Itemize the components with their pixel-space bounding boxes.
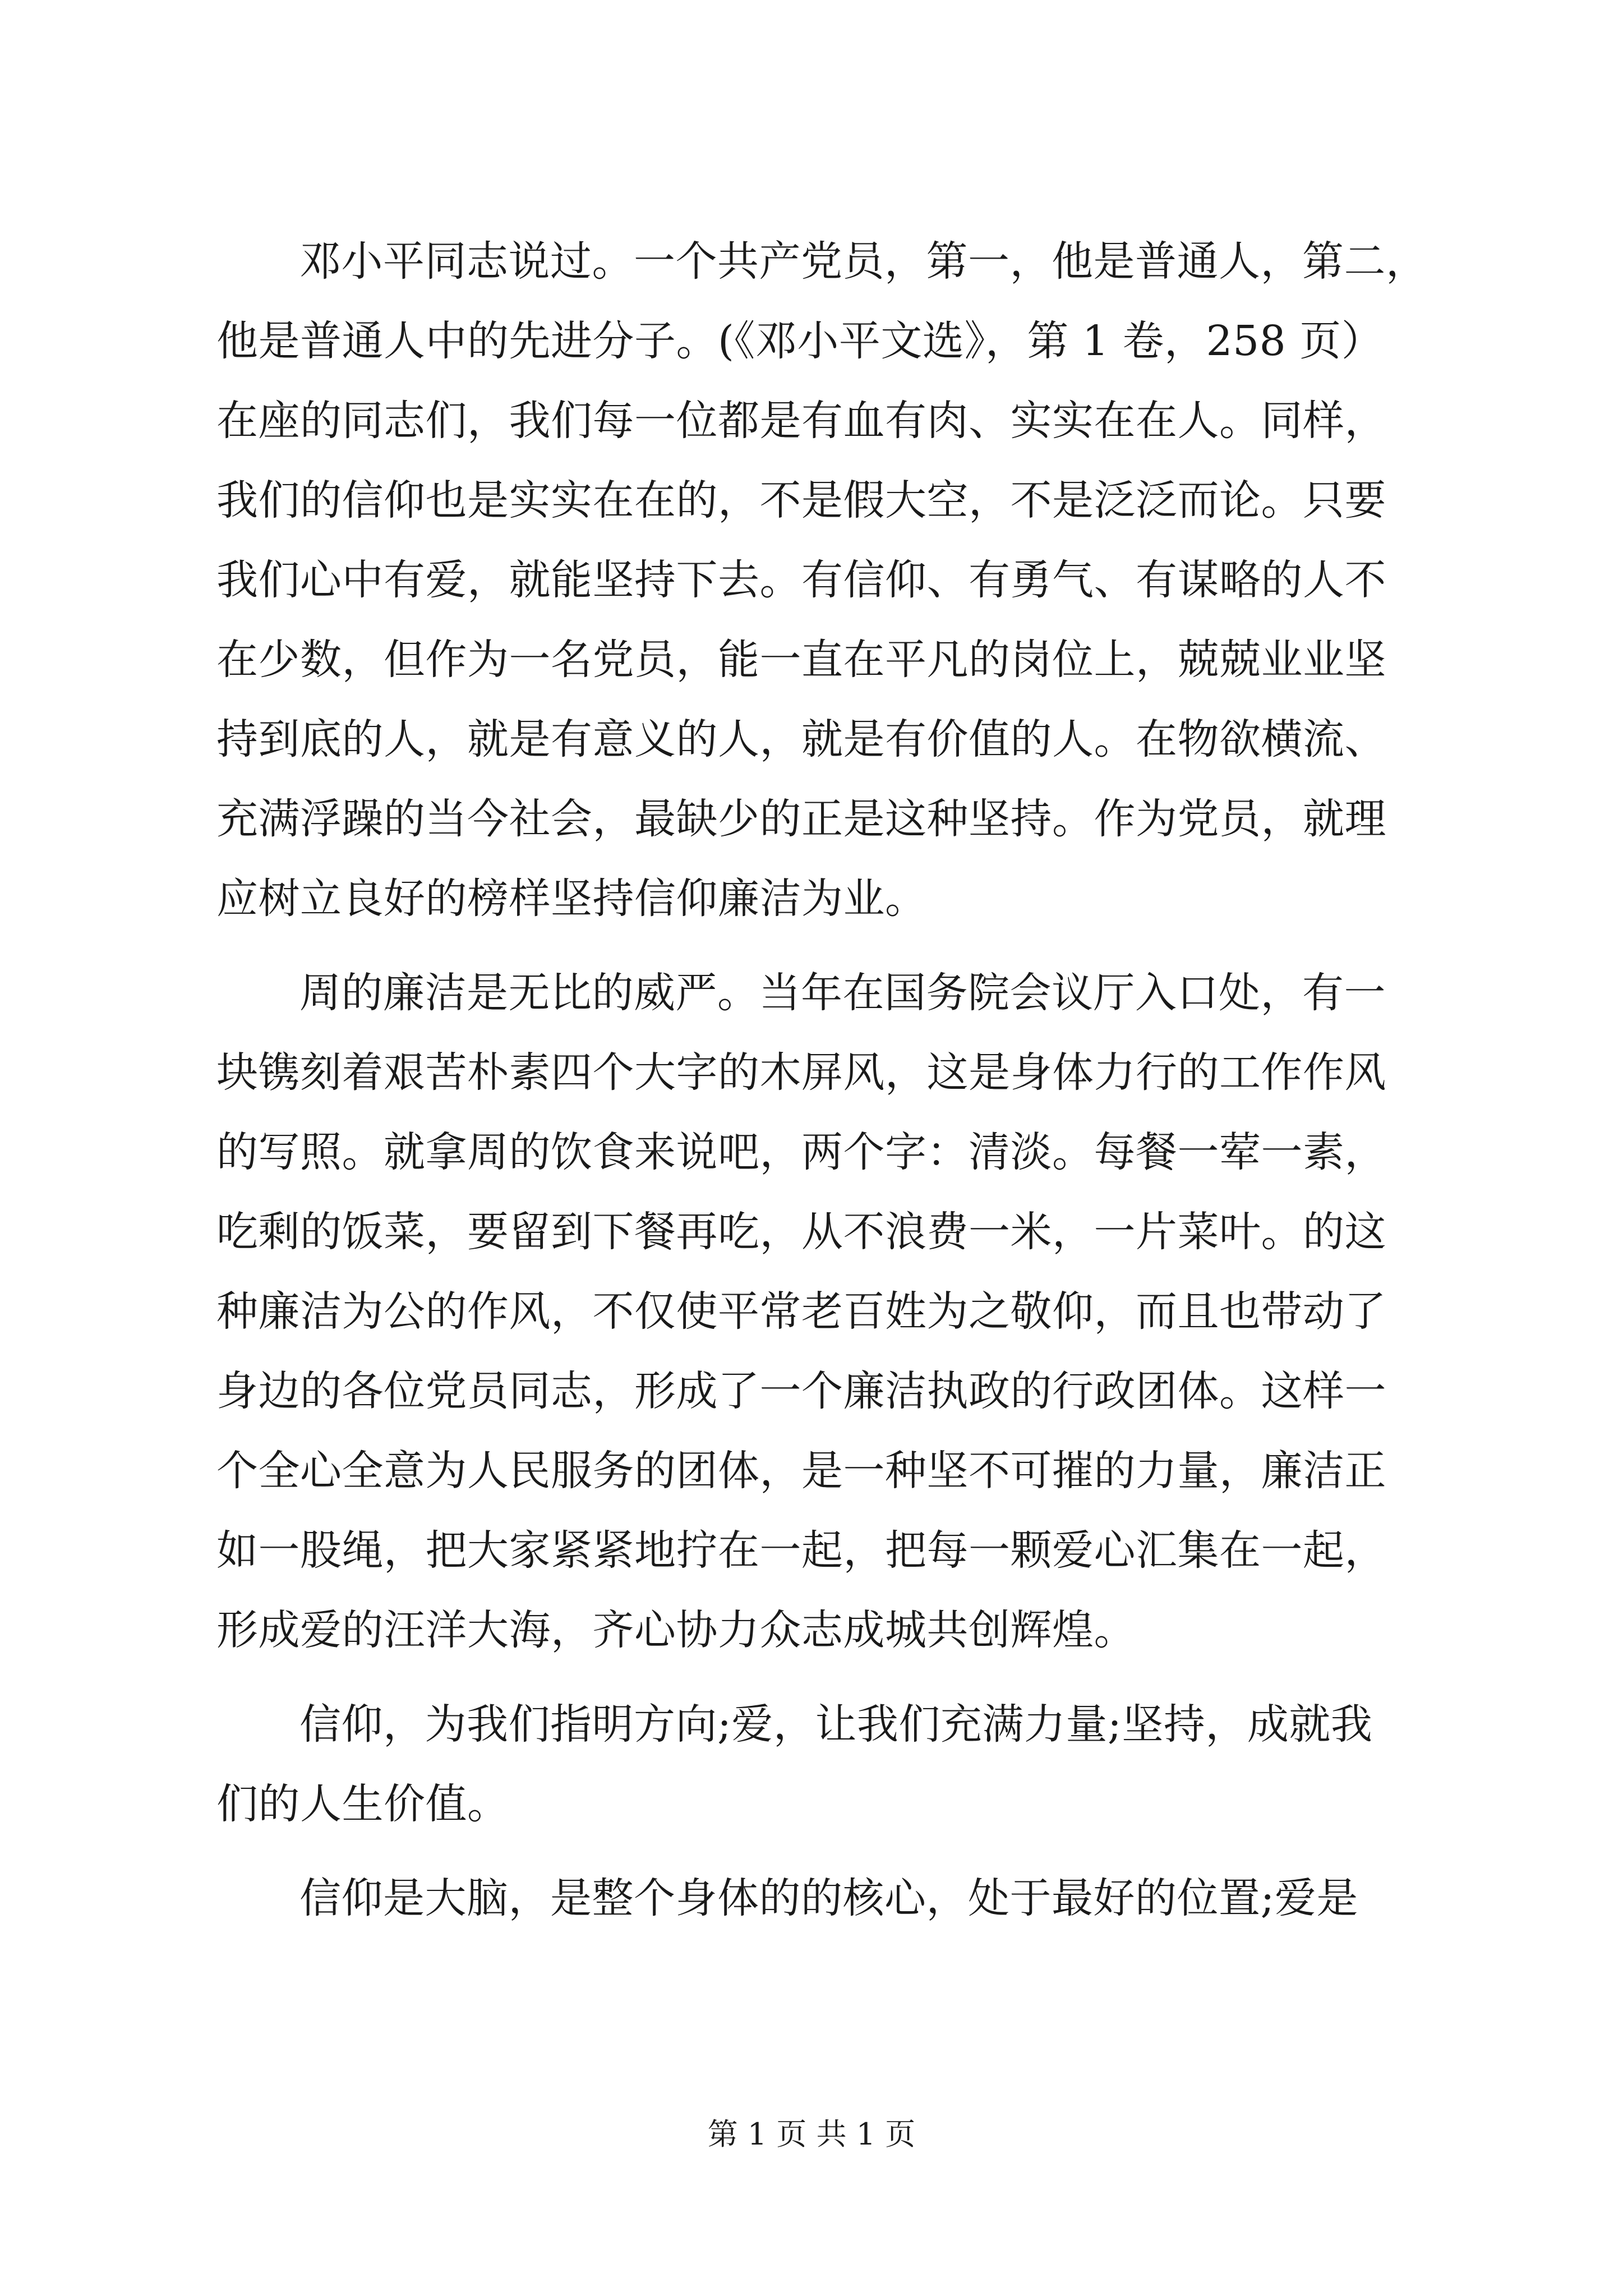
paragraph-3-line-1: 信仰，为我们指明方向;爱，让我们充满力量;坚持，成就我 [299,1700,1373,1749]
paragraph-2-line-2: 块镌刻着艰苦朴素四个大字的木屏风，这是身体力行的工作作风 [216,1048,1386,1097]
paragraph-2-line-8: 如一股绳，把大家紧紧地拧在一起，把每一颗爱心汇集在一起， [216,1526,1386,1575]
paragraph-2-line-6: 身边的各位党员同志，形成了一个廉洁执政的行政团体。这样一 [216,1367,1386,1415]
paragraph-1-line-6: 在少数，但作为一名党员，能一直在平凡的岗位上，兢兢业业坚 [216,636,1386,684]
page-number-footer: 第 1 页 共 1 页 [707,2116,916,2152]
paragraph-1-line-7: 持到底的人，就是有意义的人，就是有价值的人。在物欲横流、 [216,715,1386,763]
paragraph-4-line-1: 信仰是大脑，是整个身体的的核心，处于最好的位置;爱是 [299,1874,1358,1922]
paragraph-1-line-2: 他是普通人中的先进分子。(《邓小平文选》，第 1 卷，258 页） [216,317,1384,365]
document-body [216,222,1428,1938]
paragraph-1-line-1: 邓小平同志说过。一个共产党员，第一，他是普通人，第二， [299,237,1428,286]
paragraph-1-line-3: 在座的同志们，我们每一位都是有血有肉、实实在在人。同样， [216,397,1386,445]
paragraph-2-line-9: 形成爱的汪洋大海，齐心协力众志成城共创辉煌。 [216,1606,1136,1654]
paragraph-2-line-3: 的写照。就拿周的饮食来说吧，两个字：清淡。每餐一荤一素， [216,1128,1386,1176]
paragraph-1-line-5: 我们心中有爱，就能坚持下去。有信仰、有勇气、有谋略的人不 [216,556,1386,604]
paragraph-2-line-1: 周的廉洁是无比的威严。当年在国务院会议厅入口处，有一 [299,969,1386,1017]
paragraph-2-line-7: 个全心全意为人民服务的团体，是一种坚不可摧的力量，廉洁正 [216,1447,1386,1495]
paragraph-1-line-9: 应树立良好的榜样坚持信仰廉洁为业。 [216,875,927,923]
paragraph-1-line-4: 我们的信仰也是实实在在的，不是假大空，不是泛泛而论。只要 [216,476,1386,524]
paragraph-2-line-5: 种廉洁为公的作风，不仅使平常老百姓为之敬仰，而且也带动了 [216,1287,1386,1336]
paragraph-2-line-4: 吃剩的饭菜，要留到下餐再吃，从不浪费一米，一片菜叶。的这 [216,1208,1386,1256]
paragraph-3-line-2: 们的人生价值。 [216,1780,509,1828]
paragraph-1-line-8: 充满浮躁的当今社会，最缺少的正是这种坚持。作为党员，就理 [216,795,1386,843]
